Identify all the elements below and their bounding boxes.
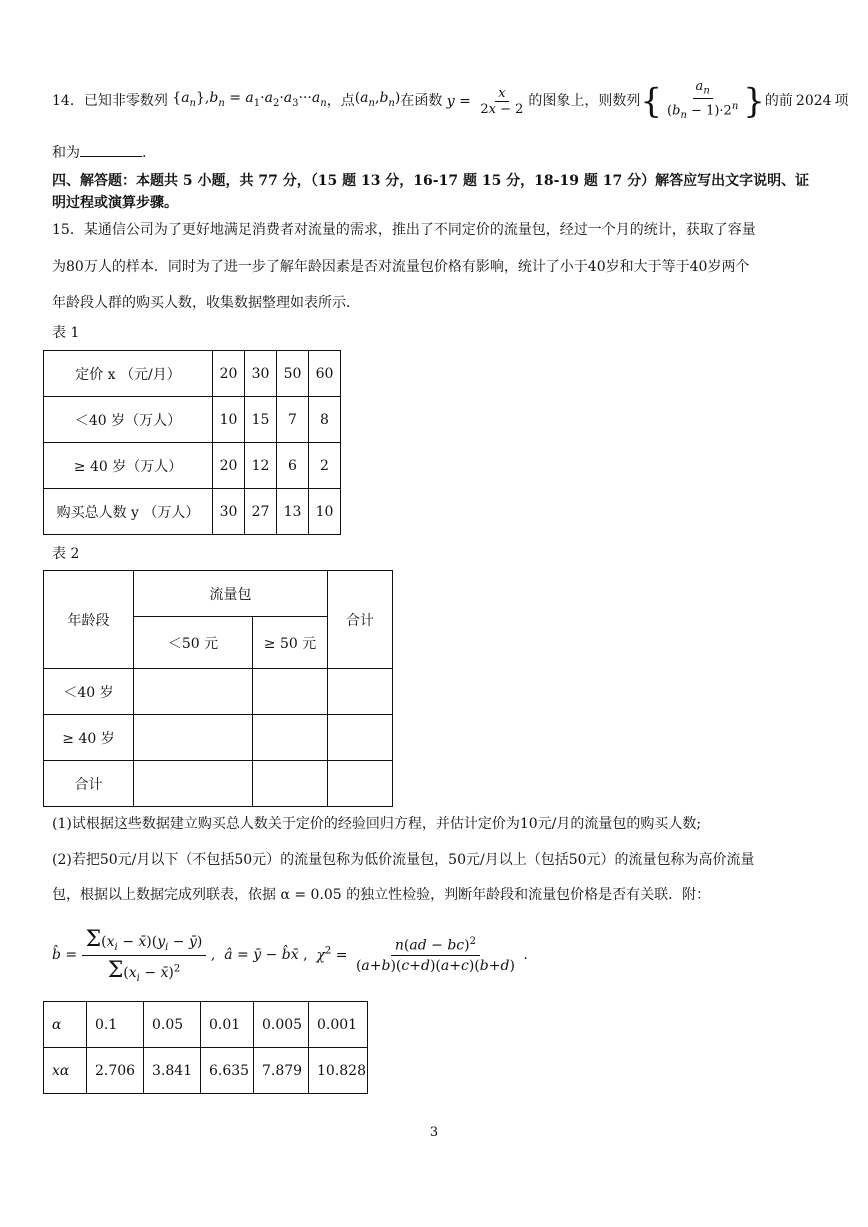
section4-heading-line1: 四、解答题：本题共 5 小题，共 77 分，（15 题 13 分，16-17 题 15 分，18-19 题 17 分）解答应写出文字说明、证 <box>52 173 810 189</box>
q14-text-3: 在函数 <box>400 93 443 109</box>
table2-caption: 表 2 <box>52 546 80 562</box>
table1-cell: 12 <box>245 443 277 489</box>
table2-row-label: ＜40 岁 <box>44 669 134 715</box>
table-row <box>44 1048 368 1094</box>
alpha-cell: 0.01 <box>201 1002 254 1048</box>
table1-cell: 30 <box>213 489 245 535</box>
q14-text-2: ，点 <box>326 93 355 109</box>
table1-cell: 27 <box>245 489 277 535</box>
q14-function: y = $\frac{x}{2x - 2}$ <box>446 85 524 117</box>
table2-cell <box>134 669 253 715</box>
table2-cell <box>253 761 328 807</box>
q14-text-5: 的前 <box>764 93 793 109</box>
table2-cell <box>134 761 253 807</box>
table-row <box>44 443 341 489</box>
q14-number: 14． <box>52 93 84 109</box>
x-alpha-label: xα <box>44 1048 87 1094</box>
table1-label: 购买总人数 y （万人） <box>44 489 213 535</box>
b-hat-fraction: $\frac{\Sigma(x_i - x̄)(y_i - ȳ)}{\Sigma(x_i - x̄)^2}$ <box>82 925 207 986</box>
table1-cell: 8 <box>309 397 341 443</box>
table2 <box>43 570 393 807</box>
table1-cell: 13 <box>277 489 309 535</box>
x-alpha-cell: 7.879 <box>254 1048 309 1094</box>
table1-cell: 20 <box>213 443 245 489</box>
table1-label: ≥ 40 岁（万人） <box>44 443 213 489</box>
table1-cell: 6 <box>277 443 309 489</box>
b-hat-symbol: b̂ <box>52 947 61 963</box>
q15-part2-line1: (2)若把50元/月以下（不包括50元）的流量包称为低价流量包，50元/月以上（包括50元）的流量包称为高价流量 <box>52 852 755 868</box>
x-alpha-cell: 3.841 <box>144 1048 201 1094</box>
table2-row-label: ≥ 40 岁 <box>44 715 134 761</box>
q14-text-1: 已知非零数列 <box>83 93 168 109</box>
q14-sequence-an: $\{a_n\},b_n = a_1\cdot a_2\cdot a_3\cdot\cdot\cdot a_n$ <box>167 90 327 109</box>
table2-header-total: 合计 <box>328 571 393 669</box>
table1-cell: 2 <box>309 443 341 489</box>
table1-caption: 表 1 <box>52 325 80 341</box>
q14-line2 <box>52 142 146 163</box>
table1-label: ＜40 岁（万人） <box>44 397 213 443</box>
q14-count: 2024 <box>795 93 832 109</box>
x-alpha-cell: 10.828 <box>309 1048 368 1094</box>
alpha-cell: 0.05 <box>144 1002 201 1048</box>
table2-row-label: 合计 <box>44 761 134 807</box>
table2-sub-low: ＜50 元 <box>134 617 253 669</box>
table1-cell: 20 <box>213 351 245 397</box>
q14-line2-text: 和为 <box>52 145 80 161</box>
table-row <box>44 351 341 397</box>
q15-line1: 15．某通信公司为了更好地满足消费者对流量的需求，推出了不同定价的流量包，经过一个月的统计，获取了容量 <box>52 222 756 238</box>
section4-heading-line2: 明过程或演算步骤。 <box>52 195 178 211</box>
table-row <box>44 761 393 807</box>
x-alpha-cell: 2.706 <box>87 1048 144 1094</box>
table2-cell <box>253 715 328 761</box>
alpha-cell: 0.1 <box>87 1002 144 1048</box>
q14-text-7: 项 <box>834 93 849 109</box>
alpha-cell: 0.005 <box>254 1002 309 1048</box>
q15-line3: 年龄段人群的购买人数，收集数据整理如表所示． <box>52 295 360 311</box>
table2-cell <box>253 669 328 715</box>
table2-header-pack: 流量包 <box>134 571 328 617</box>
q14-text-4: 的图象上，则数列 <box>528 93 641 109</box>
alpha-cell: 0.001 <box>309 1002 368 1048</box>
alpha-label: α <box>44 1002 87 1048</box>
chi-square-formula: $\chi^2$ = $\frac{n(ad - bc)^2}{(a+b)(c+d)(a+c)(b+d)}$ <box>316 935 515 975</box>
table2-cell <box>328 761 393 807</box>
table2-cell <box>328 715 393 761</box>
q15-line2: 为80万人的样本．同时为了进一步了解年龄因素是否对流量包价格有影响，统计了小于40岁和大于等于40岁两个 <box>52 259 750 275</box>
a-hat-formula: â = ȳ − b̂x̄ <box>224 947 299 963</box>
table2-cell <box>328 669 393 715</box>
table-row <box>44 1002 368 1048</box>
table-row <box>44 669 393 715</box>
table1-cell: 50 <box>277 351 309 397</box>
answer-blank[interactable] <box>80 142 142 157</box>
table-row <box>44 489 341 535</box>
table2-sub-high: ≥ 50 元 <box>253 617 328 669</box>
q14-point: $(a_n,b_n)$ <box>354 90 401 109</box>
critical-value-table <box>43 1001 368 1094</box>
table1-cell: 60 <box>309 351 341 397</box>
table1-cell: 30 <box>245 351 277 397</box>
table1-cell: 15 <box>245 397 277 443</box>
q14-sequence-frac: { $\frac{a_n}{(b_n - 1)\cdot 2^n}$ } <box>640 78 765 122</box>
table-row <box>44 571 393 617</box>
q14-line1 <box>52 78 849 122</box>
q14-line2-end: . <box>142 145 147 161</box>
q15-part1: (1)试根据这些数据建立购买总人数关于定价的经验回归方程，并估计定价为10元/月的流量包的购买人数; <box>52 816 702 832</box>
x-alpha-cell: 6.635 <box>201 1048 254 1094</box>
table1-cell: 10 <box>309 489 341 535</box>
table2-cell <box>134 715 253 761</box>
table1-cell: 7 <box>277 397 309 443</box>
table2-header-age: 年龄段 <box>44 571 134 669</box>
table1-cell: 10 <box>213 397 245 443</box>
regression-formulas: b̂ = $\frac{\Sigma(x_i - x̄)(y_i - ȳ)}{\Sigma(x_i - x̄)^2}$ , â = ȳ − b̂x̄ , $\chi^2$ = $\frac{n(ad - bc)^2}{(a+b)(c+d)(a+c)(b+d)}$ . <box>52 926 528 984</box>
table-row <box>44 397 341 443</box>
page-number: 3 <box>429 1125 439 1140</box>
table1 <box>43 350 341 535</box>
table1-label: 定价 x （元/月） <box>44 351 213 397</box>
q15-part2-line2: 包，根据以上数据完成列联表，依据 α = 0.05 的独立性检验，判断年龄段和流量包价格是否有关联．附： <box>52 887 711 903</box>
table-row <box>44 715 393 761</box>
